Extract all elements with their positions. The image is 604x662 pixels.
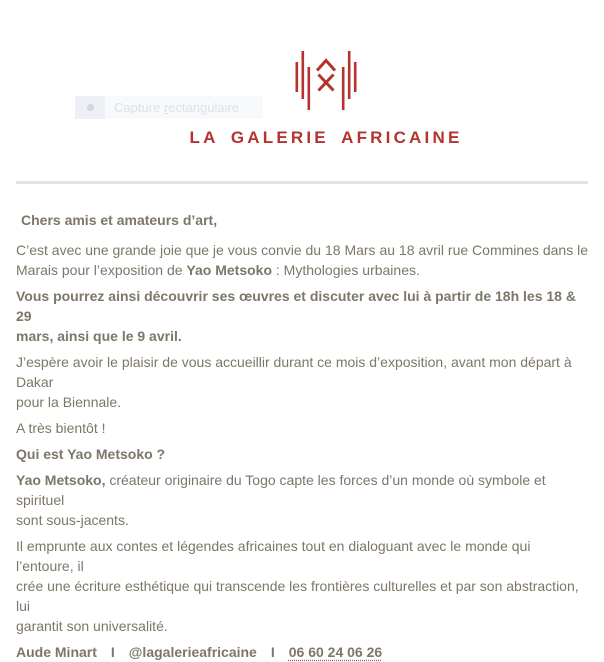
artist-name-bold: Yao Metsoko, (16, 472, 106, 488)
paragraph-who-bio (16, 470, 588, 530)
invite-line1: C’est avec une grande joie que je vous convie du 18 Mars au 18 avril rue Commines dans le (16, 242, 588, 258)
invite-line2-pre: Marais pour l’exposition de (16, 262, 187, 278)
capture-label-pre: Capture (114, 100, 164, 115)
hope-line1: J’espère avoir le plaisir de vous accueillir durant ce mois d’exposition, avant mon départ à Dakar (16, 354, 572, 390)
gallery-mask-logo-icon (294, 50, 358, 112)
paragraph-meet-dates (16, 286, 588, 346)
paragraph-invitation (16, 240, 588, 280)
art-line1: Il emprunte aux contes et légendes africaines tout en dialoguant avec le monde qui l’entoure, il (16, 538, 531, 574)
paragraph-artistic-approach (16, 536, 588, 636)
separator-bar: I (110, 644, 115, 660)
capture-label-post: ectangulaire (168, 100, 240, 115)
invite-line2-post: : Mythologies urbaines. (272, 262, 420, 278)
signature-contact-line (16, 642, 588, 662)
art-line2: crée une écriture esthétique qui transcende les frontières culturelles et par son abstraction, lui (16, 578, 579, 614)
instagram-handle: @lagalerieafricaine (128, 644, 257, 660)
meet-line1: Vous pourrez ainsi découvrir ses œuvres et discuter avec lui à partir de 18h les 18 & 29 (16, 288, 576, 324)
artist-name: Yao Metsoko (186, 262, 273, 278)
who-line1-rest: créateur originaire du Togo capte les forces d’un monde où symbole et spirituel (16, 472, 546, 508)
email-header (0, 0, 604, 148)
separator-bar: I (270, 644, 275, 660)
art-line3: garantit son universalité. (16, 618, 168, 634)
email-body (0, 184, 604, 662)
paragraph-hope (16, 352, 588, 412)
brand-title: LA GALERIE AFRICAINE (189, 128, 463, 147)
who-line2: sont sous-jacents. (16, 512, 129, 528)
meet-line2: mars, ainsi que le 9 avril. (16, 328, 182, 344)
contact-name: Aude Minart (16, 644, 97, 660)
phone-number-link[interactable]: 06 60 24 06 26 (288, 644, 383, 660)
paragraph-who-title: Qui est Yao Metsoko ? (16, 446, 166, 462)
hope-line2: pour la Biennale. (16, 394, 122, 410)
greeting-line: Chers amis et amateurs d’art, (21, 212, 218, 228)
paragraph-see-you-soon: A très bientôt ! (16, 420, 106, 436)
capture-label-accel: r (163, 100, 169, 115)
